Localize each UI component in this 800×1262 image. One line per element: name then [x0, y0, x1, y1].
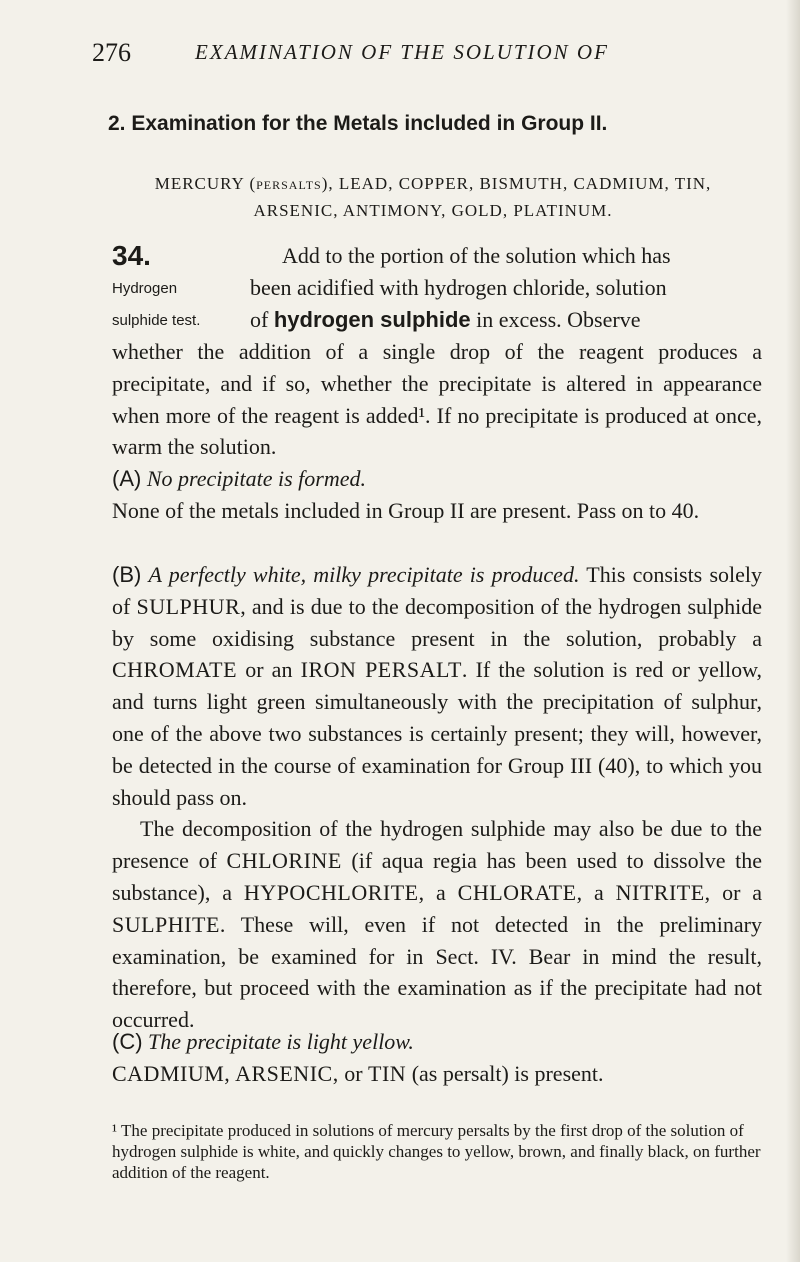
group-metals-list [108, 170, 758, 224]
margin-note-hydrogen: Hydrogen [112, 280, 178, 297]
nitrite-term: NITRITE [615, 879, 705, 905]
intro-line-2: been acidified with hydrogen chloride, solution [250, 275, 667, 300]
case-c: (C) The precipitate is light yellow. CADMIUM, ARSENIC, or TIN (as persalt) is present. [112, 1029, 604, 1086]
chromate-term: CHROMATE [112, 657, 238, 683]
intro-line-1: Add to the portion of the solution which has [282, 243, 671, 268]
metal-mercury: MERCURY [154, 174, 245, 193]
case-a-title: No precipitate is formed. [146, 466, 366, 491]
metals-line-1: (persalts), LEAD, COPPER, BISMUTH, CADMIUM, TIN, [249, 174, 712, 193]
section-body: whether the addition of a single drop of the reagent produces a precipitate, and if so, whether the precipitate is altered in appearance when more of the reagent is added¹. If no precipitate is produced at once, warm the solution. [112, 339, 762, 460]
case-a-text: None of the metals included in Group II are present. Pass on to 40. [112, 497, 700, 523]
chlorate-term: CHLORATE [457, 879, 577, 905]
metals-line-2: ARSENIC, ANTIMONY, GOLD, PLATINUM. [253, 201, 613, 220]
section-intro-lines [282, 240, 762, 272]
case-b-label: (B) [112, 562, 142, 587]
reagent-hydrogen-sulphide: hydrogen sulphide [273, 307, 471, 332]
page-number: 276 [92, 38, 131, 67]
section-number: 34. [112, 240, 151, 271]
running-title: EXAMINATION OF THE SOLUTION OF [195, 40, 609, 64]
footnote: ¹ The precipitate produced in solutions of mercury persalts by the first drop of the solution of hydrogen sulphide is white, and quickly changes to yellow, brown, and finally black, on further addition of the reagent. [112, 1121, 761, 1182]
case-b: (B) A perfectly white, milky precipitate is produced. This consists solely of SULPHUR, and is due to the decomposition of the hydrogen sulphide by some oxidising substance present in the solution, probably a CHROMATE or an IRON PERSALT. If the solution is red or yellow, and turns light green simultaneously with the precipitation of sulphur, one of the above two substances is certainly present; they will, however, be detected in the course of examination for Group III (40), to which you should pass on. The decomposition of the hydrogen sulphide may also be due to the presence of CHLORINE (if aqua regia has been used to dissolve the substance), a HYPOCHLORITE, a CHLORATE, a NITRITE, or a SULPHITE. These will, even if not detected in the preliminary examination, be examined for in Sect. IV. Bear in mind the result, therefore, but proceed with the examination as if the precipitate had not occurred. [112, 562, 763, 1033]
tin-term: TIN [368, 1060, 407, 1086]
page-header [92, 38, 712, 78]
hypochlorite-term: HYPOCHLORITE [243, 879, 419, 905]
sulphite-term: SULPHITE [112, 911, 220, 937]
intro-line-3: of hydrogen sulphide in excess. Observe [250, 307, 641, 332]
sulphur-term: SULPHUR [136, 593, 241, 619]
margin-note-sulphide-test: sulphide test. [112, 312, 201, 329]
case-a-label: (A) [112, 466, 142, 491]
case-b-title: A perfectly white, milky precipitate is produced. [148, 562, 580, 587]
case-c-title: The precipitate is light yellow. [148, 1029, 414, 1054]
page-edge-shadow [786, 0, 800, 1262]
section-heading: 2. Examination for the Metals included in Group II. [108, 112, 608, 135]
case-c-metals: CADMIUM, ARSENIC, [112, 1060, 339, 1086]
case-c-label: (C) [112, 1029, 143, 1054]
case-a [112, 463, 762, 527]
iron-persalt-term: IRON PERSALT [300, 657, 462, 683]
chlorine-term: CHLORINE [226, 848, 342, 874]
